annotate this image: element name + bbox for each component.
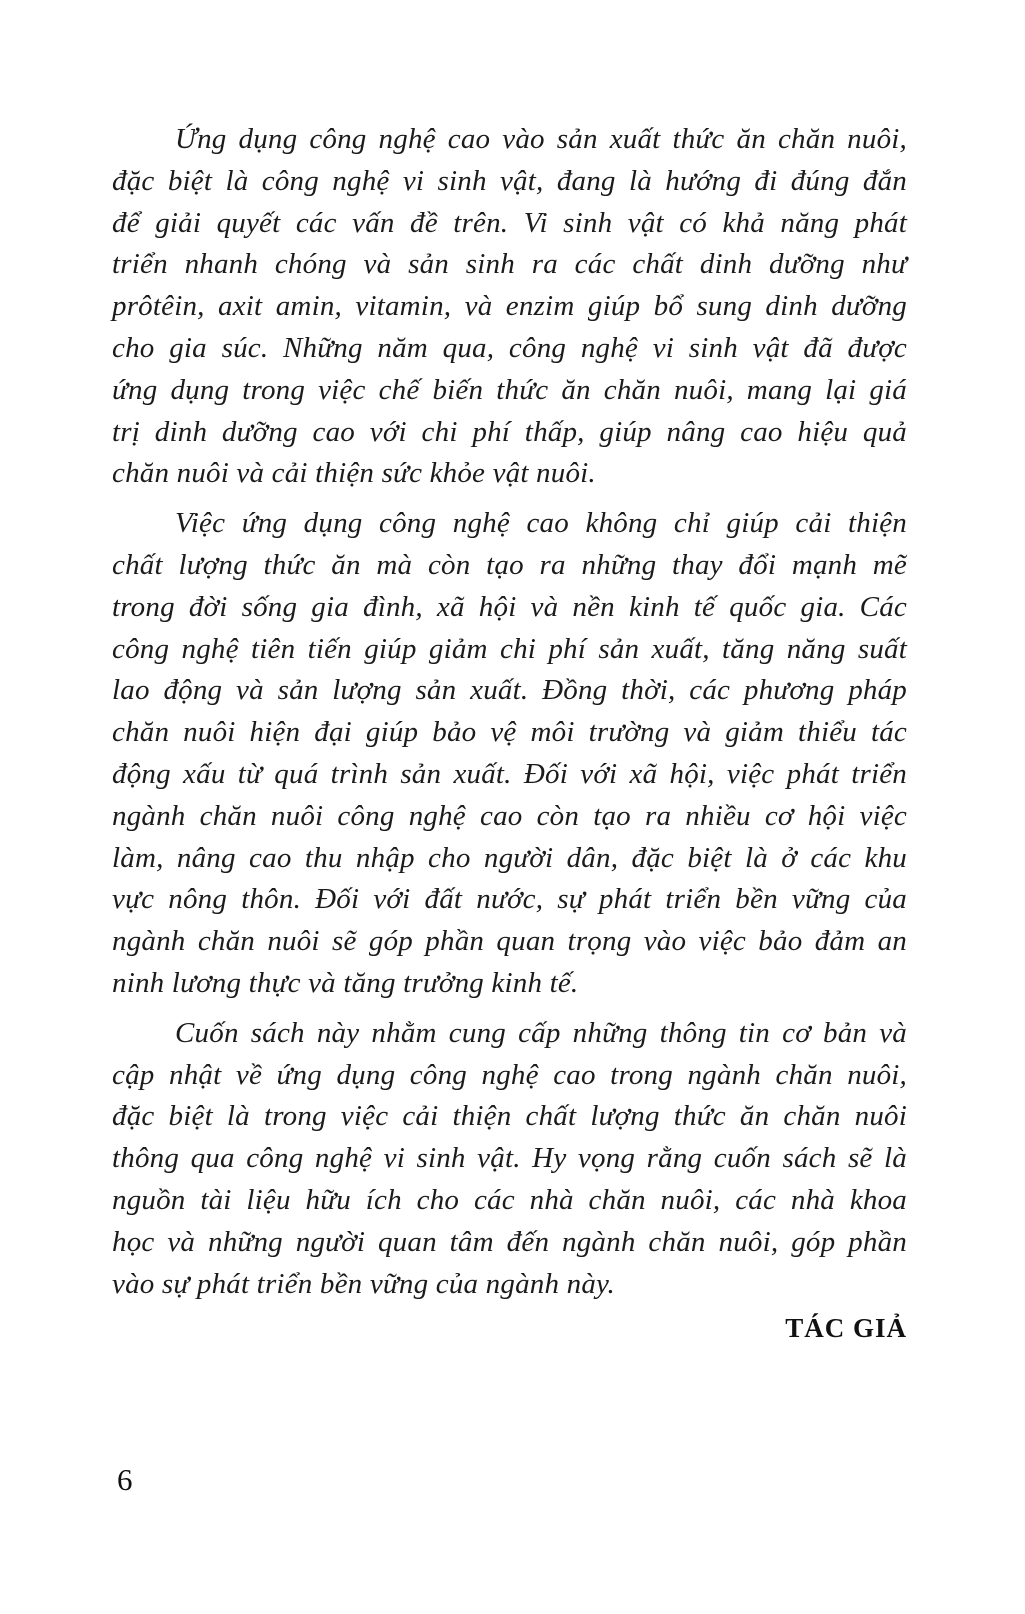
text-line: ngành chăn nuôi công nghệ cao còn tạo ra nhiều cơ hội việc [112, 799, 907, 832]
text-line: ứng dụng trong việc chế biến thức ăn chăn nuôi, mang lại giá [112, 373, 907, 406]
author-signature: TÁC GIẢ [785, 1313, 907, 1343]
paragraph [112, 503, 907, 1005]
text-line: đặc biệt là công nghệ vi sinh vật, đang là hướng đi đúng đắn [112, 164, 907, 197]
body-text [112, 119, 907, 1305]
text-line: Việc ứng dụng công nghệ cao không chỉ giúp cải thiện [175, 507, 907, 540]
text-line: cập nhật về ứng dụng công nghệ cao trong ngành chăn nuôi, [112, 1058, 907, 1091]
text-line: Ứng dụng công nghệ cao vào sản xuất thức ăn chăn nuôi, [175, 123, 907, 155]
page-number: 6 [117, 1462, 133, 1497]
text-line: Cuốn sách này nhằm cung cấp những thông tin cơ bản và [175, 1016, 907, 1049]
text-line: thông qua công nghệ vi sinh vật. Hy vọng rằng cuốn sách sẽ là [112, 1142, 907, 1175]
text-line: ninh lương thực và tăng trưởng kinh tế. [112, 966, 579, 999]
text-line: chăn nuôi và cải thiện sức khỏe vật nuôi. [112, 457, 596, 490]
text-line: trong đời sống gia đình, xã hội và nền kinh tế quốc gia. Các [112, 590, 907, 623]
text-line: học và những người quan tâm đến ngành chăn nuôi, góp phần [112, 1225, 907, 1258]
paragraph [112, 1013, 907, 1306]
text-line: nguồn tài liệu hữu ích cho các nhà chăn nuôi, các nhà khoa [112, 1183, 907, 1216]
text-line: vào sự phát triển bền vững của ngành này. [112, 1267, 615, 1300]
text-line: prôtêin, axit amin, vitamin, và enzim giúp bổ sung dinh dưỡng [112, 290, 907, 323]
text-line: để giải quyết các vấn đề trên. Vi sinh vật có khả năng phát [112, 206, 907, 239]
text-line: làm, nâng cao thu nhập cho người dân, đặc biệt là ở các khu [112, 841, 907, 874]
text-line: ngành chăn nuôi sẽ góp phần quan trọng vào việc bảo đảm an [112, 925, 907, 958]
paragraph [112, 119, 907, 495]
text-line: động xấu từ quá trình sản xuất. Đối với xã hội, việc phát triển [112, 757, 907, 790]
text-line: công nghệ tiên tiến giúp giảm chi phí sản xuất, tăng năng suất [112, 632, 907, 665]
text-line: vực nông thôn. Đối với đất nước, sự phát triển bền vững của [112, 883, 907, 916]
text-line: triển nhanh chóng và sản sinh ra các chất dinh dưỡng như [112, 248, 907, 281]
text-line: trị dinh dưỡng cao với chi phí thấp, giúp nâng cao hiệu quả [112, 415, 907, 448]
text-line: lao động và sản lượng sản xuất. Đồng thời, các phương pháp [112, 674, 907, 707]
text-line: chăn nuôi hiện đại giúp bảo vệ môi trường và giảm thiểu tác [112, 716, 907, 749]
text-line: cho gia súc. Những năm qua, công nghệ vi sinh vật đã được [112, 331, 907, 364]
text-line: chất lượng thức ăn mà còn tạo ra những thay đổi mạnh mẽ [112, 548, 907, 581]
text-line: đặc biệt là trong việc cải thiện chất lượng thức ăn chăn nuôi [112, 1100, 907, 1133]
